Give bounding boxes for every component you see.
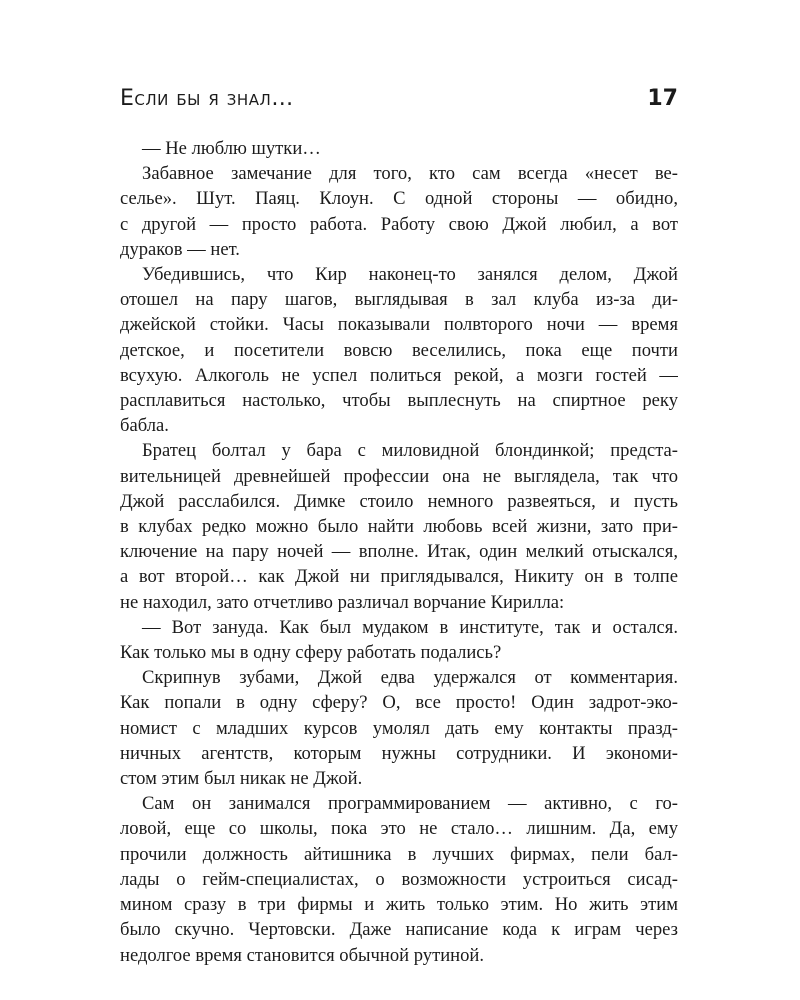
text-line: — Не люблю шутки… [142, 138, 321, 159]
text-line: ключение на пару ночей — вполне. Итак, один мелкий отыскался, [120, 541, 678, 563]
text-line: лады о гейм-специалистах, о возможности устроиться сисад- [120, 868, 678, 890]
text-line: в клубах редко можно было найти любовь всей жизни, зато при- [120, 516, 678, 538]
text-line: селье». Шут. Паяц. Клоун. С одной стороны — обидно, [120, 188, 678, 210]
text-line: ничных агентств, которым нужны сотрудники. И экономи- [120, 742, 678, 764]
text-line: дураков — нет. [120, 238, 240, 260]
text-line: Джой расслабился. Димке стоило немного развеяться, и пусть [120, 490, 678, 512]
text-line: расплавиться настолько, чтобы выплеснуть на спиртное реку [120, 390, 678, 412]
text-line: — Вот зануда. Как был мудаком в институте, так и остался. [142, 616, 678, 638]
text-line: вительницей древнейшей профессии она не выглядела, так что [120, 465, 678, 487]
text-line: Скрипнув зубами, Джой едва удержался от комментария. [142, 667, 678, 689]
running-title: Если бы я знал… [120, 86, 294, 111]
text-line: детское, и посетители вовсю веселились, пока еще почти [120, 339, 678, 361]
text-line: мином сразу в три фирмы и жить только этим. Но жить этим [120, 894, 678, 916]
text-line: прочили должность айтишника в лучших фирмах, пели бал- [120, 843, 678, 865]
body-text [120, 136, 678, 968]
text-line: Как попали в одну сферу? О, все просто! Один задрот-эко- [120, 692, 678, 714]
text-line: Сам он занимался программированием — активно, с го- [142, 793, 678, 815]
text-line: не находил, зато отчетливо различал ворчание Кирилла: [120, 591, 565, 613]
text-line: бабла. [120, 415, 169, 437]
text-line: Забавное замечание для того, кто сам всегда «несет ве- [142, 163, 678, 185]
paragraph [120, 438, 678, 614]
text-line: недолгое время становится обычной рутиной. [120, 944, 484, 966]
text-line: джейской стойки. Часы показывали полвторого ночи — время [120, 314, 678, 336]
text-line: номист с младших курсов умолял дать ему контакты празд- [120, 717, 678, 739]
text-line: Братец болтал у бара с миловидной блондинкой; предста- [142, 440, 678, 462]
paragraph [120, 161, 678, 262]
text-line: всухую. Алкоголь не успел политься рекой, а мозги гостей — [120, 364, 678, 386]
text-line: с другой — просто работа. Работу свою Джой любил, а вот [120, 213, 678, 235]
text-line: Убедившись, что Кир наконец-то занялся делом, Джой [142, 264, 678, 286]
text-line: отошел на пару шагов, выглядывая в зал клуба из-за ди- [120, 289, 678, 311]
text-line: Как только мы в одну сферу работать подались? [120, 642, 502, 664]
paragraph [120, 665, 678, 791]
text-line: ловой, еще со школы, пока это не стало… лишним. Да, ему [120, 818, 678, 840]
page-number: 17 [647, 86, 678, 111]
text-line: было скучно. Чертовски. Даже написание кода к играм через [120, 919, 678, 941]
paragraph [120, 262, 678, 438]
running-head [120, 86, 678, 118]
paragraph [120, 136, 678, 161]
paragraph [120, 615, 678, 665]
paragraph [120, 791, 678, 967]
text-line: а вот второй… как Джой ни приглядывался, Никиту он в толпе [120, 566, 678, 588]
text-line: стом этим был никак не Джой. [120, 768, 363, 790]
